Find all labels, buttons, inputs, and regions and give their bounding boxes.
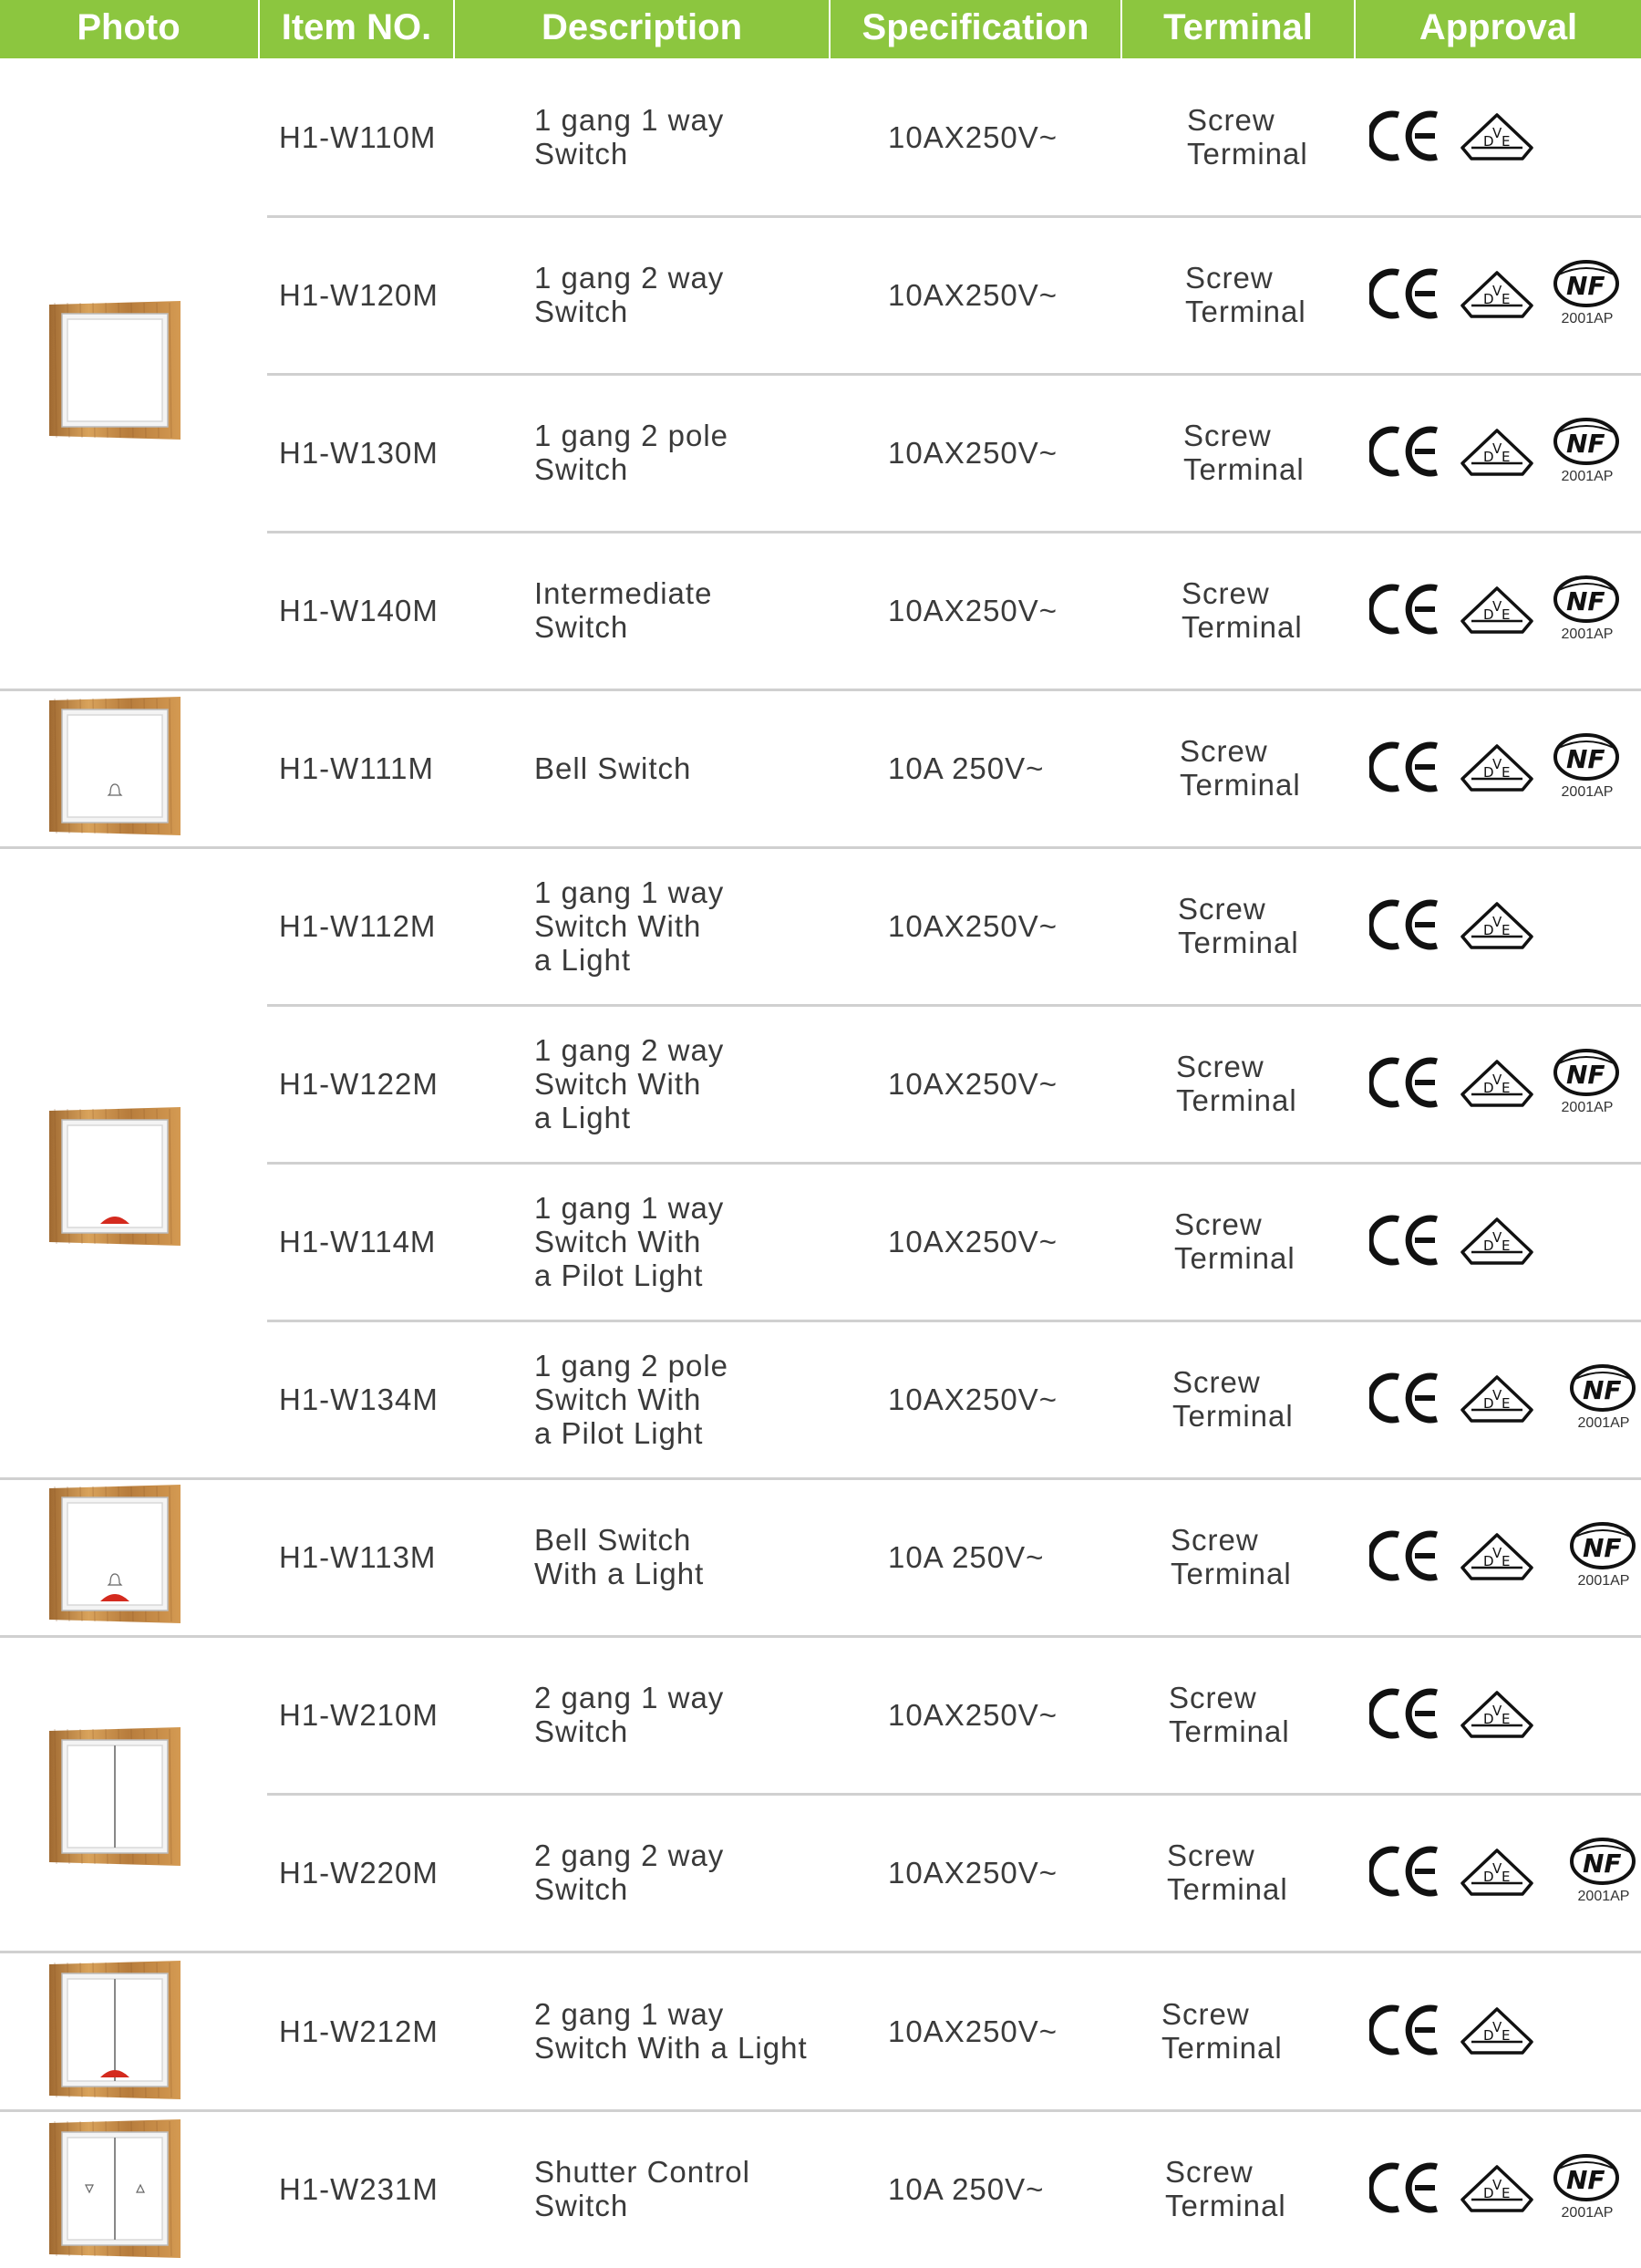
description: 1 gang 2 way Switch <box>534 261 725 328</box>
svg-text:E: E <box>1502 1080 1511 1096</box>
nf-code: 2001AP <box>1561 784 1614 800</box>
ce-mark-icon <box>1369 1685 1440 1742</box>
terminal: Screw Terminal <box>1167 1838 1288 1906</box>
item-number: H1-W140M <box>279 594 439 627</box>
terminal: Screw Terminal <box>1172 1365 1294 1433</box>
terminal: Screw Terminal <box>1161 1997 1283 2065</box>
svg-text:V: V <box>1492 598 1502 615</box>
terminal: Screw Terminal <box>1185 261 1306 328</box>
description: 1 gang 2 way Switch With a Light <box>534 1032 725 1134</box>
description: Intermediate Switch <box>534 576 713 644</box>
item-number: H1-W112M <box>279 909 437 943</box>
photo-shutter-switch <box>47 2116 182 2262</box>
row-separator <box>0 1635 1641 1638</box>
nf-code: 2001AP <box>1561 627 1614 642</box>
header-approval: Approval <box>1419 7 1578 47</box>
vde-mark-icon <box>1459 2163 1535 2216</box>
description: 1 gang 1 way Switch With a Light <box>534 875 725 977</box>
nf-mark <box>1546 416 1628 489</box>
specification: 10AX250V~ <box>888 436 1058 470</box>
nf-mark <box>1546 574 1628 647</box>
svg-text:E: E <box>1502 2185 1511 2201</box>
terminal: Screw Terminal <box>1171 1523 1292 1590</box>
nf-mark-icon <box>1550 731 1623 786</box>
vde-mark-icon <box>1459 585 1535 637</box>
nf-code: 2001AP <box>1561 469 1614 484</box>
svg-text:E: E <box>1502 449 1511 465</box>
terminal: Screw Terminal <box>1187 103 1308 171</box>
row-separator <box>0 689 1641 691</box>
vde-mark-icon <box>1459 111 1535 164</box>
description: 2 gang 1 way Switch <box>534 1681 725 1748</box>
nf-mark <box>1546 2152 1628 2225</box>
svg-text:D: D <box>1483 1869 1494 1885</box>
svg-text:E: E <box>1502 2027 1511 2044</box>
ce-mark-icon <box>1369 1528 1440 1584</box>
row-separator <box>0 846 1641 849</box>
svg-text:D: D <box>1483 291 1494 307</box>
photo-double-switch <box>47 1724 182 1869</box>
header-specification: Specification <box>862 7 1089 47</box>
vde-mark-icon <box>1459 1373 1535 1426</box>
vde-mark-icon <box>1459 2005 1535 2058</box>
nf-mark-icon <box>1566 1520 1639 1575</box>
table-header <box>0 0 1641 58</box>
vde-mark-icon <box>1459 1847 1535 1900</box>
item-number: H1-W130M <box>279 436 439 470</box>
rocker <box>67 1125 162 1227</box>
ce-mark-icon <box>1369 2159 1440 2216</box>
terminal: Screw Terminal <box>1169 1681 1290 1748</box>
svg-text:NF: NF <box>1566 2165 1605 2195</box>
specification: 10AX250V~ <box>888 2014 1058 2048</box>
header-photo: Photo <box>77 7 181 47</box>
description: Shutter Control Switch <box>534 2155 750 2222</box>
rocker <box>67 319 162 421</box>
nf-mark <box>1563 1836 1641 1909</box>
nf-mark-icon <box>1550 2152 1623 2207</box>
specification: 10AX250V~ <box>888 120 1058 154</box>
svg-text:E: E <box>1502 922 1511 938</box>
specification: 10AX250V~ <box>888 1067 1058 1101</box>
item-number: H1-W114M <box>279 1225 437 1258</box>
approval-marks <box>1368 416 1641 489</box>
ce-mark-icon <box>1369 108 1440 164</box>
svg-text:D: D <box>1483 922 1494 938</box>
nf-mark-icon <box>1566 1362 1639 1417</box>
description: Bell Switch <box>534 751 692 785</box>
nf-mark-icon <box>1550 258 1623 313</box>
row-separator <box>267 215 1641 218</box>
photo-single-switch <box>47 297 182 443</box>
vde-mark-icon <box>1459 900 1535 953</box>
vde-mark-icon <box>1459 1531 1535 1584</box>
approval-marks <box>1368 1678 1641 1751</box>
svg-text:D: D <box>1483 1711 1494 1727</box>
row-separator <box>0 1477 1641 1480</box>
svg-text:NF: NF <box>1566 586 1605 616</box>
ce-mark-icon <box>1369 265 1440 322</box>
svg-text:D: D <box>1483 764 1494 781</box>
nf-mark-icon <box>1566 1836 1639 1890</box>
svg-text:D: D <box>1483 449 1494 465</box>
svg-text:NF: NF <box>1566 1060 1605 1090</box>
svg-text:D: D <box>1483 1553 1494 1569</box>
photo-switch-with-light <box>47 1103 182 1249</box>
svg-text:NF: NF <box>1583 1375 1622 1405</box>
ce-mark-icon <box>1369 1054 1440 1111</box>
svg-text:E: E <box>1502 764 1511 781</box>
description: 2 gang 2 way Switch <box>534 1838 725 1906</box>
item-number: H1-W113M <box>279 1540 437 1574</box>
item-number: H1-W122M <box>279 1067 439 1101</box>
terminal: Screw Terminal <box>1183 419 1305 486</box>
nf-code: 2001AP <box>1577 1415 1630 1431</box>
terminal: Screw Terminal <box>1174 1207 1295 1275</box>
svg-text:V: V <box>1492 440 1502 457</box>
nf-mark <box>1546 258 1628 331</box>
nf-mark-icon <box>1550 1047 1623 1102</box>
nf-mark-icon <box>1550 416 1623 471</box>
nf-mark <box>1563 1520 1641 1593</box>
svg-text:D: D <box>1483 606 1494 623</box>
svg-text:V: V <box>1492 125 1502 141</box>
photo-bell-switch-with-light <box>47 1481 182 1627</box>
svg-text:V: V <box>1492 1229 1502 1246</box>
svg-text:D: D <box>1483 1238 1494 1254</box>
svg-text:V: V <box>1492 1072 1502 1088</box>
specification: 10AX250V~ <box>888 278 1058 312</box>
row-separator <box>0 1951 1641 1953</box>
rocker <box>67 715 162 817</box>
svg-text:NF: NF <box>1566 744 1605 774</box>
nf-code: 2001AP <box>1577 1573 1630 1589</box>
svg-text:V: V <box>1492 2177 1502 2193</box>
terminal: Screw Terminal <box>1178 892 1299 959</box>
svg-text:V: V <box>1492 1545 1502 1561</box>
svg-text:NF: NF <box>1583 1849 1622 1879</box>
item-number: H1-W212M <box>279 2014 439 2048</box>
vde-mark-icon <box>1459 1058 1535 1111</box>
approval-marks <box>1368 1205 1641 1278</box>
row-separator <box>267 373 1641 376</box>
description: 1 gang 2 pole Switch With a Pilot Light <box>534 1348 729 1450</box>
specification: 10A 250V~ <box>888 2172 1045 2206</box>
svg-text:E: E <box>1502 1711 1511 1727</box>
ce-mark-icon <box>1369 896 1440 953</box>
svg-text:V: V <box>1492 1860 1502 1877</box>
svg-text:D: D <box>1483 1395 1494 1412</box>
nf-code: 2001AP <box>1561 2205 1614 2221</box>
specification: 10AX250V~ <box>888 1225 1058 1258</box>
specification: 10AX250V~ <box>888 1383 1058 1416</box>
approval-marks <box>1368 1994 1641 2067</box>
terminal: Screw Terminal <box>1182 576 1303 644</box>
description: 2 gang 1 way Switch With a Light <box>534 1997 808 2065</box>
row-separator <box>0 2109 1641 2112</box>
photo-double-switch-with-light <box>47 1957 182 2103</box>
nf-mark <box>1546 731 1628 804</box>
header-terminal: Terminal <box>1163 7 1313 47</box>
ce-mark-icon <box>1369 423 1440 480</box>
ce-mark-icon <box>1369 1212 1440 1269</box>
row-separator <box>267 1793 1641 1796</box>
description: 1 gang 1 way Switch With a Pilot Light <box>534 1190 725 1292</box>
approval-marks <box>1368 258 1641 331</box>
nf-mark <box>1546 1047 1628 1120</box>
item-number: H1-W120M <box>279 278 439 312</box>
description: 1 gang 2 pole Switch <box>534 419 729 486</box>
approval-marks <box>1368 1047 1641 1120</box>
approval-marks <box>1368 1836 1641 1909</box>
svg-text:E: E <box>1502 1553 1511 1569</box>
item-number: H1-W110M <box>279 120 437 154</box>
nf-mark-icon <box>1550 574 1623 628</box>
specification: 10AX250V~ <box>888 594 1058 627</box>
ce-mark-icon <box>1369 739 1440 795</box>
approval-marks <box>1368 1362 1641 1435</box>
ce-mark-icon <box>1369 1370 1440 1426</box>
svg-text:V: V <box>1492 2019 1502 2035</box>
svg-text:NF: NF <box>1566 271 1605 301</box>
svg-text:V: V <box>1492 914 1502 930</box>
terminal: Screw Terminal <box>1165 2155 1286 2222</box>
svg-text:V: V <box>1492 1703 1502 1719</box>
specification: 10A 250V~ <box>888 1540 1045 1574</box>
svg-text:NF: NF <box>1583 1533 1622 1563</box>
svg-text:V: V <box>1492 756 1502 772</box>
ce-mark-icon <box>1369 581 1440 637</box>
nf-code: 2001AP <box>1577 1889 1630 1904</box>
svg-text:E: E <box>1502 1869 1511 1885</box>
svg-text:D: D <box>1483 133 1494 150</box>
vde-mark-icon <box>1459 269 1535 322</box>
vde-mark-icon <box>1459 1216 1535 1269</box>
specification: 10AX250V~ <box>888 1698 1058 1732</box>
svg-text:D: D <box>1483 2185 1494 2201</box>
approval-marks <box>1368 889 1641 962</box>
rocker <box>67 1503 162 1605</box>
nf-code: 2001AP <box>1561 311 1614 326</box>
svg-text:NF: NF <box>1566 429 1605 459</box>
row-separator <box>267 1162 1641 1165</box>
svg-text:E: E <box>1502 606 1511 623</box>
specification: 10A 250V~ <box>888 751 1045 785</box>
ce-mark-icon <box>1369 2002 1440 2058</box>
vde-mark-icon <box>1459 742 1535 795</box>
svg-text:D: D <box>1483 1080 1494 1096</box>
photo-bell-switch <box>47 693 182 839</box>
vde-mark-icon <box>1459 427 1535 480</box>
row-separator <box>267 1320 1641 1322</box>
approval-marks <box>1368 2152 1641 2225</box>
item-number: H1-W210M <box>279 1698 439 1732</box>
approval-marks <box>1368 731 1641 804</box>
row-separator <box>267 531 1641 533</box>
item-number: H1-W231M <box>279 2172 439 2206</box>
svg-text:E: E <box>1502 133 1511 150</box>
approval-marks <box>1368 574 1641 647</box>
item-number: H1-W111M <box>279 751 434 785</box>
specification: 10AX250V~ <box>888 1856 1058 1890</box>
terminal: Screw Terminal <box>1180 734 1301 802</box>
svg-text:E: E <box>1502 1238 1511 1254</box>
svg-text:V: V <box>1492 1387 1502 1403</box>
item-number: H1-W134M <box>279 1383 439 1416</box>
nf-code: 2001AP <box>1561 1100 1614 1115</box>
item-number: H1-W220M <box>279 1856 439 1890</box>
description: Bell Switch With a Light <box>534 1523 705 1590</box>
svg-text:D: D <box>1483 2027 1494 2044</box>
row-separator <box>267 1004 1641 1007</box>
svg-text:V: V <box>1492 283 1502 299</box>
svg-text:E: E <box>1502 291 1511 307</box>
specification: 10AX250V~ <box>888 909 1058 943</box>
approval-marks <box>1368 100 1641 173</box>
header-description: Description <box>541 7 743 47</box>
ce-mark-icon <box>1369 1843 1440 1900</box>
vde-mark-icon <box>1459 1689 1535 1742</box>
nf-mark <box>1563 1362 1641 1435</box>
description: 1 gang 1 way Switch <box>534 103 725 171</box>
header-item-no: Item NO. <box>281 7 432 47</box>
svg-text:E: E <box>1502 1395 1511 1412</box>
terminal: Screw Terminal <box>1176 1050 1297 1117</box>
approval-marks <box>1368 1520 1641 1593</box>
